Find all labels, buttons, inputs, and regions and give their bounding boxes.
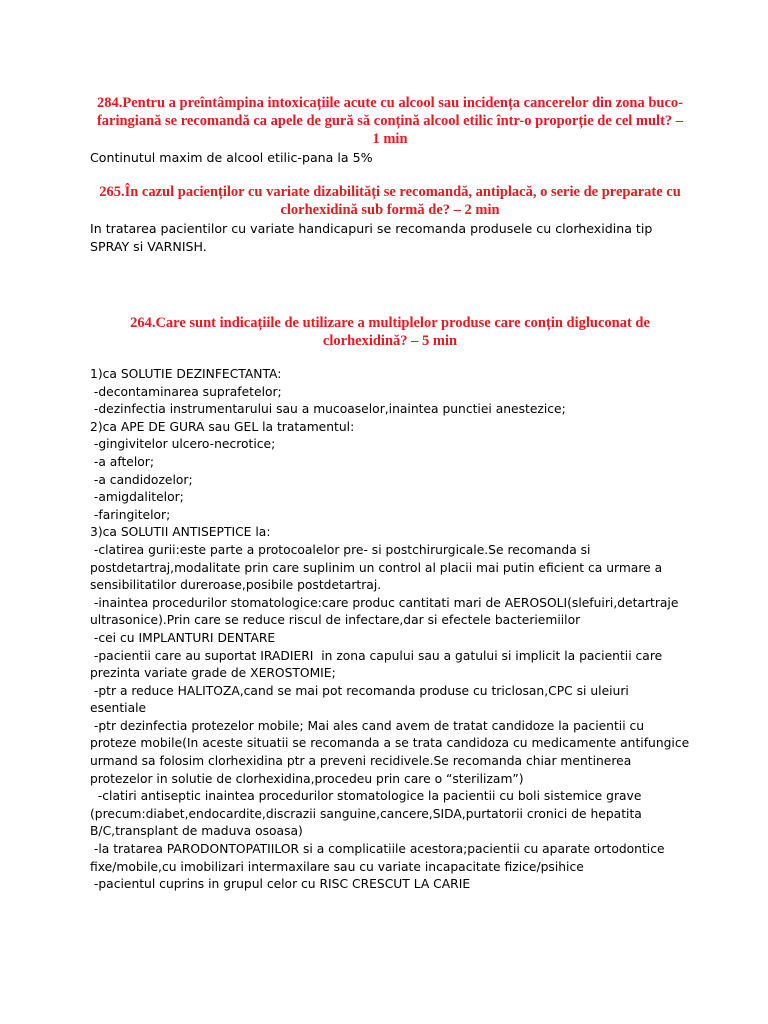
answer-line: 3)ca SOLUTII ANTISEPTICE la:: [90, 525, 271, 540]
answer-line: -faringitelor;: [90, 507, 171, 522]
document-page: [90, 94, 690, 894]
answer-line: proteze mobile(In aceste situatii se recomanda a se trata candidoza cu medicamente antifungice: [90, 736, 690, 751]
answer-line: -clatirea gurii:este parte a protocoalelor pre- si postchirurgicale.Se recomanda si: [90, 542, 591, 557]
answer-line: -dezinfectia instrumentarului sau a mucoaselor,inaintea punctiei anestezice;: [90, 402, 566, 417]
question-264-title: 264.Care sunt indicațiile de utilizare a multiplelor produse care conțin digluconat de clorhexidină? – 5 min: [130, 315, 650, 349]
answer-264-list: [90, 366, 690, 894]
answer-line: -cei cu IMPLANTURI DENTARE: [90, 630, 276, 645]
answer-line: ultrasonice).Prin care se reduce riscul de infectare,dar si efectele bacteriemiilor: [90, 613, 581, 628]
answer-line: -pacientul cuprins in grupul celor cu RISC CRESCUT LA CARIE: [90, 877, 471, 892]
answer-284: Continutul maxim de alcool etilic-pana la 5%: [90, 150, 373, 165]
question-265-title: 265.În cazul pacienților cu variate dizabilități se recomandă, antiplacă, o serie de preparate cu clorhexidină sub formă de? – 2 min: [99, 184, 681, 218]
answer-line: fixe/mobile,cu imobilizari intermaxilare sau cu variate incapacitate fizice/psihice: [90, 859, 584, 874]
answer-line: prezinta variate grade de XEROSTOMIE;: [90, 666, 336, 681]
answer-line: -amigdalitelor;: [90, 490, 184, 505]
answer-line: 1)ca SOLUTIE DEZINFECTANTA:: [90, 367, 282, 381]
answer-line: -la tratarea PARODONTOPATIILOR si a complicatiile acestora;pacientii cu aparate ortodontice: [90, 842, 665, 857]
answer-line: sensibilitatilor dureroase,posibile postdetartraj.: [90, 578, 382, 593]
answer-line: esentiale: [90, 701, 147, 716]
answer-line: -decontaminarea suprafetelor;: [90, 384, 282, 399]
question-284-title: 284.Pentru a preîntâmpina intoxicațiile acute cu alcool sau incidența cancerelor din zona buco-faringiană se recomandă ca apele de gură să conțină alcool etilic într-o proporție de cel mult? – 1 min: [96, 95, 684, 147]
answer-line: -a candidozelor;: [90, 472, 193, 487]
answer-line: postdetartraj,modalitate prin care suplinim un control al placii mai putin eficient ca urmare a: [90, 560, 663, 575]
answer-line: -pacientii care au suportat IRADIERI in zona capului sau a gatului si implicit la pacientii care: [90, 648, 663, 663]
answer-line: urmand sa folosim clorhexidina ptr a preveni recidivele.Se recomanda chiar mentinerea: [90, 754, 632, 769]
answer-line: -ptr dezinfectia protezelor mobile; Mai ales cand avem de tratat candidoze la pacientii cu: [90, 718, 645, 733]
answer-line: -clatiri antiseptic inaintea procedurilor stomatologice la pacientii cu boli sistemice grave: [90, 789, 642, 804]
answer-line: protezelor in solutie de clorhexidina,procedeu prin care o “sterilizam”): [90, 771, 524, 786]
answer-line: B/C,transplant de maduva osoasa): [90, 824, 303, 839]
answer-line: -gingivitelor ulcero-necrotice;: [90, 437, 276, 452]
answer-265: In tratarea pacientilor cu variate handicapuri se recomanda produsele cu clorhexidina tip SPRAY si VARNISH.: [90, 221, 653, 254]
answer-line: 2)ca APE DE GURA sau GEL la tratamentul:: [90, 419, 355, 434]
answer-line: (precum:diabet,endocardite,discrazii sanguine,cancere,SIDA,purtatorii cronici de hepatita: [90, 806, 642, 821]
answer-line: -ptr a reduce HALITOZA,cand se mai pot recomanda produse cu triclosan,CPC si uleiuri: [90, 683, 629, 698]
answer-line: -inaintea procedurilor stomatologice:care produc cantitati mari de AEROSOLI(slefuiri,detartraje: [90, 595, 679, 610]
answer-line: -a aftelor;: [90, 454, 154, 469]
